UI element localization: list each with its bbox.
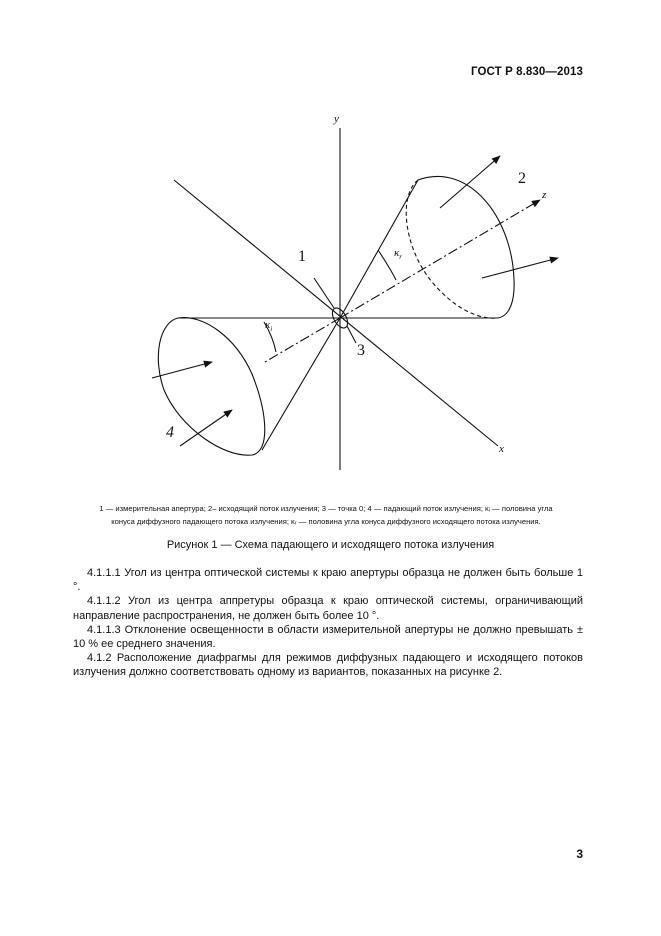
paragraph-4-1-1-2: 4.1.1.2 Угол из центра аппретуры образца к краю оптической системы, ограничивающий направление распространения, не должен быть более 10 °. xyxy=(73,595,583,622)
z-axis-back xyxy=(265,318,340,362)
label-4: 4 xyxy=(166,424,174,441)
cone-in-base xyxy=(158,318,264,456)
legend-line-1: 1 — измерительная апертура; 2– исходящий поток излучения; 3 — точка 0; 4 — падающий поток излучения; κᵢ — половина угла xyxy=(99,504,553,513)
outgoing-arrow-right xyxy=(482,258,558,278)
label-1: 1 xyxy=(298,248,306,265)
x-axis xyxy=(174,180,498,446)
document-header: ГОСТ Р 8.830—2013 xyxy=(471,66,583,78)
incident-arrow-left xyxy=(152,362,212,378)
body-text xyxy=(73,566,583,680)
incident-arrow-bottom xyxy=(180,410,232,446)
cone-out-top-edge xyxy=(340,180,418,318)
label-kappa-i: $\kappa_i$ xyxy=(265,319,273,334)
figure-caption: Рисунок 1 — Схема падающего и исходящего потока излучения xyxy=(166,539,495,551)
paragraph-4-1-1-3: 4.1.1.3 Отклонение освещенности в области измерительной апертуры не должно превышать ± 10 % ее среднего значения. xyxy=(73,623,583,651)
label-kappa-r: $\kappa_r$ xyxy=(394,247,403,262)
label-x: x xyxy=(499,443,504,455)
label-3: 3 xyxy=(357,342,365,359)
outgoing-arrow-top xyxy=(440,156,500,208)
label-2: 2 xyxy=(518,170,526,187)
figure-legend xyxy=(46,503,606,528)
label-z: z xyxy=(542,189,547,201)
cone-in-bottom-edge xyxy=(262,318,340,450)
z-axis xyxy=(340,200,540,318)
cone-out-base-back xyxy=(406,180,498,318)
paragraph-4-1-2: 4.1.2 Расположение диафрагмы для режимов диффузных падающего и исходящего потоков излучения должно соответствовать одному из вариантов, показанных на рисунке 2. xyxy=(73,652,583,679)
label-y: y xyxy=(334,113,339,125)
cone-out-base-front xyxy=(418,176,514,318)
page-number: 3 xyxy=(576,847,583,861)
paragraph-4-1-1-1: 4.1.1.1 Угол из центра оптической системы к краю апертуры образца не должен быть больше 1 °. xyxy=(73,567,583,594)
legend-line-2: конуса диффузного падающего потока излучения; κᵣ — половина угла конуса диффузного исходящего потока излучения. xyxy=(111,516,541,526)
